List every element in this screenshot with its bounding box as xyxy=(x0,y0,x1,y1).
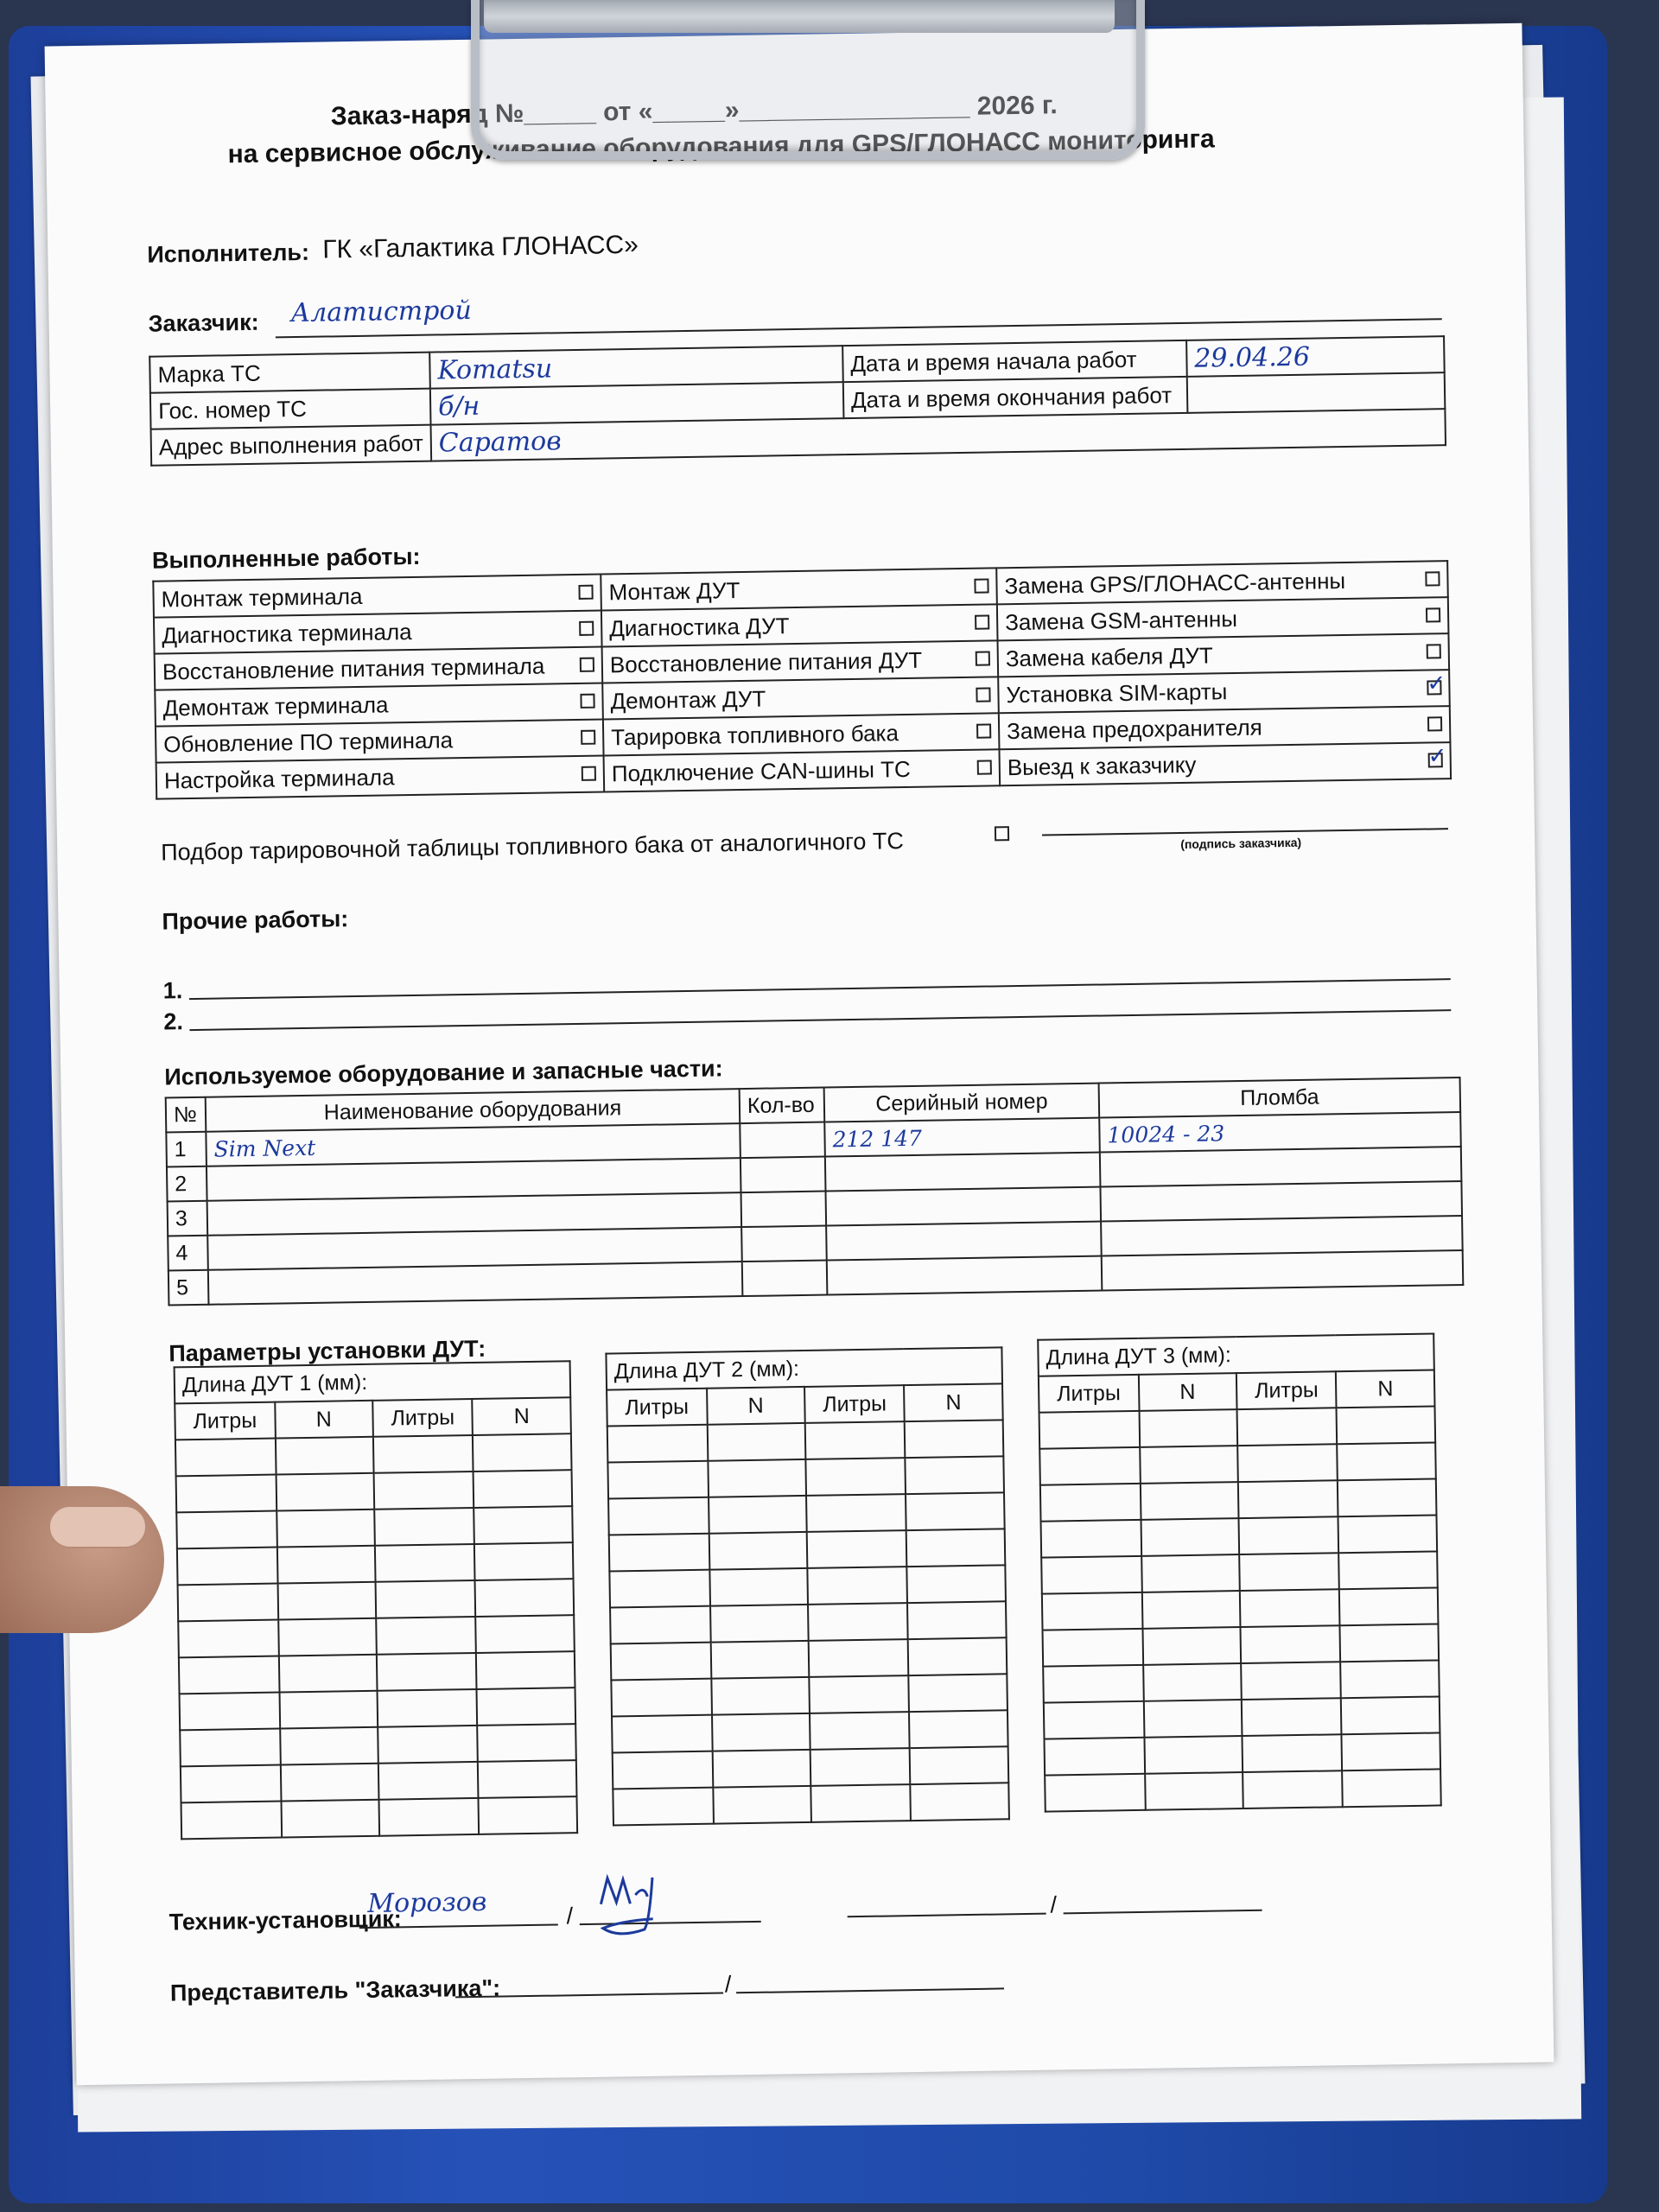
equipment-cell: Sim Next xyxy=(206,1123,741,1166)
dut-cell xyxy=(1338,1478,1436,1516)
table-row xyxy=(176,1506,573,1548)
dut-cell xyxy=(378,1762,479,1800)
work-checkbox[interactable] xyxy=(976,687,990,702)
dut-cell xyxy=(807,1567,907,1605)
table-row xyxy=(1045,1769,1441,1811)
equip-col-name: Наименование оборудования xyxy=(206,1089,741,1132)
equip-col-num: № xyxy=(166,1097,207,1133)
work-item-label: Демонтаж ДУТ xyxy=(610,685,766,714)
dut-col-header: Литры xyxy=(1236,1371,1337,1409)
dut-cell xyxy=(1339,1587,1438,1625)
table-row xyxy=(610,1601,1007,1643)
work-item-label: Замена предохранителя xyxy=(1006,714,1262,744)
work-checkbox[interactable] xyxy=(1425,571,1440,586)
table-row xyxy=(180,1688,576,1730)
dut-col-header: Литры xyxy=(175,1402,275,1440)
equipment-cell: 10024 - 23 xyxy=(1099,1112,1461,1153)
equipment-cell xyxy=(1102,1250,1464,1291)
extra-line-1 xyxy=(848,1913,1046,1918)
brand-label: Марка ТС xyxy=(149,353,430,393)
dut-cell xyxy=(378,1798,479,1836)
equipment-cell xyxy=(741,1192,827,1228)
dut-table-3 xyxy=(1037,1332,1442,1812)
work-checkbox[interactable] xyxy=(580,693,594,708)
table-row xyxy=(611,1674,1007,1716)
table-row xyxy=(1044,1696,1440,1738)
customer-signature-line xyxy=(1042,828,1448,836)
dut-cell xyxy=(375,1544,475,1582)
dut-cell xyxy=(710,1641,809,1679)
dut-cell xyxy=(1039,1411,1140,1449)
customer-handwritten: Алатистрой xyxy=(290,295,473,329)
equipment-cell: 212 147 xyxy=(824,1118,1100,1157)
work-item-label: Замена GSM-антенны xyxy=(1004,605,1238,635)
dut-cell xyxy=(277,1582,376,1620)
dut-cell xyxy=(474,1506,573,1544)
tariff-checkbox[interactable] xyxy=(995,826,1009,841)
dut-cell xyxy=(1042,1592,1142,1630)
dut-col-header: N xyxy=(707,1387,805,1425)
dut-cell xyxy=(1242,1734,1342,1772)
equip-col-seal: Пломба xyxy=(1099,1077,1461,1118)
dut-cell xyxy=(1141,1591,1240,1629)
start-label: Дата и время начала работ xyxy=(842,340,1187,382)
dut-cell xyxy=(476,1651,575,1689)
dut-cell xyxy=(709,1568,808,1606)
dut-cell xyxy=(908,1637,1007,1675)
dut-cell xyxy=(473,1433,571,1471)
equipment-cell xyxy=(208,1262,743,1305)
dut-cell xyxy=(809,1639,909,1677)
dut-cell xyxy=(810,1712,910,1750)
plate-value: б/н xyxy=(437,391,480,422)
dut-cell xyxy=(1041,1520,1141,1558)
dut-cell xyxy=(1240,1625,1340,1663)
dut-cell xyxy=(1141,1554,1240,1592)
table-row xyxy=(1039,1406,1436,1448)
dut-cell xyxy=(709,1496,807,1534)
table-row xyxy=(178,1615,575,1657)
dut-cell xyxy=(910,1746,1008,1784)
clipboard-clip xyxy=(471,0,1145,160)
dut-cell xyxy=(180,1693,280,1731)
representative-label: Представитель "Заказчика": xyxy=(169,1974,501,2006)
signature-caption: (подпись заказчика) xyxy=(1180,835,1302,852)
dut-cell xyxy=(709,1532,807,1570)
table-row xyxy=(1043,1660,1440,1702)
dut-col-header: Литры xyxy=(804,1385,905,1423)
equipment-cell xyxy=(741,1226,827,1262)
dut-cell xyxy=(611,1679,711,1717)
dut-table-title: Длина ДУТ 2 (мм): xyxy=(606,1347,1002,1389)
dut-col-header: N xyxy=(275,1401,373,1439)
dut-cell xyxy=(712,1750,810,1788)
work-item-label: Выезд к заказчику xyxy=(1007,751,1197,780)
dut-cell xyxy=(280,1727,378,1765)
work-item xyxy=(601,604,998,646)
work-item xyxy=(999,742,1451,785)
end-value xyxy=(1187,372,1446,413)
dut-cell xyxy=(1039,1447,1140,1485)
technician-label: Техник-установщик: xyxy=(168,1905,403,1936)
document-title: Заказ-наряд №_____ от «_____»________________ 2026 г. xyxy=(330,91,1058,131)
table-row xyxy=(179,1651,575,1694)
dut-cell xyxy=(613,1788,713,1826)
dut-cell xyxy=(1338,1515,1437,1553)
dut-cell xyxy=(906,1456,1004,1494)
dut-cell xyxy=(911,1783,1009,1821)
dut-cell xyxy=(1342,1732,1440,1770)
work-checkbox[interactable] xyxy=(582,766,596,780)
work-item xyxy=(601,568,997,610)
extra-slash: / xyxy=(1050,1891,1058,1918)
work-checkbox[interactable] xyxy=(578,584,593,599)
dut-cell xyxy=(809,1675,909,1713)
work-item-label: Диагностика терминала xyxy=(162,618,412,649)
dut-cell xyxy=(180,1729,280,1767)
work-item-label: Замена кабеля ДУТ xyxy=(1005,641,1213,671)
dut-cell xyxy=(1237,1408,1338,1446)
dut-cell xyxy=(378,1726,478,1764)
work-item xyxy=(603,713,1000,755)
work-checkbox[interactable] xyxy=(580,657,594,671)
dut-cell xyxy=(1238,1516,1338,1554)
dut-cell xyxy=(475,1579,574,1617)
dut-col-header: N xyxy=(473,1397,571,1435)
table-row xyxy=(1041,1551,1438,1593)
equipment-cell xyxy=(827,1256,1103,1295)
table-row xyxy=(180,1724,576,1766)
dut-cell xyxy=(1143,1700,1242,1738)
dut-cell xyxy=(276,1546,375,1584)
dut-cell xyxy=(1142,1627,1241,1665)
equipment-heading: Используемое оборудование и запасные части: xyxy=(164,1055,723,1090)
equipment-cell xyxy=(825,1187,1101,1226)
dut-cell xyxy=(612,1715,712,1753)
table-row xyxy=(1041,1515,1438,1557)
other-works-item-2: 2. xyxy=(163,1008,184,1035)
works-table xyxy=(152,560,1452,800)
other-works-line-2 xyxy=(189,1009,1451,1031)
dut-cell xyxy=(478,1724,576,1762)
table-row xyxy=(608,1492,1005,1535)
dut-cell xyxy=(707,1423,805,1461)
dut-cell xyxy=(907,1565,1006,1603)
equipment-cell xyxy=(826,1222,1102,1261)
dut-cell xyxy=(609,1570,709,1608)
dut-cell xyxy=(1043,1629,1143,1667)
dut-cell xyxy=(909,1710,1007,1748)
table-row xyxy=(609,1565,1006,1607)
executor-value: ГК «Галактика ГЛОНАСС» xyxy=(322,230,639,264)
dut-cell xyxy=(281,1800,379,1838)
dut-col-header: N xyxy=(1138,1373,1236,1411)
work-checkbox[interactable] xyxy=(976,723,991,738)
work-item-label: Установка SIM-карты xyxy=(1006,677,1228,708)
dut-cell xyxy=(178,1584,278,1622)
dut-heading: Параметры установки ДУТ: xyxy=(168,1335,486,1367)
dut-cell xyxy=(1337,1406,1435,1444)
dut-cell xyxy=(810,1748,911,1786)
table-row xyxy=(181,1760,577,1802)
dut-cell xyxy=(476,1615,575,1653)
dut-cell xyxy=(278,1618,377,1656)
equipment-cell xyxy=(825,1153,1101,1192)
dut-cell xyxy=(1341,1660,1440,1698)
dut-cell xyxy=(807,1530,907,1568)
technician-signature xyxy=(592,1859,697,1956)
dut-cell xyxy=(377,1689,477,1727)
work-item xyxy=(602,640,999,683)
dut-cell xyxy=(279,1691,378,1729)
dut-cell xyxy=(710,1605,809,1643)
end-label: Дата и время окончания работ xyxy=(843,377,1188,418)
brand-value: Komatsu xyxy=(437,353,553,385)
dut-cell xyxy=(374,1508,474,1546)
dut-cell xyxy=(1140,1446,1238,1484)
representative-signature-line xyxy=(736,1987,1004,1993)
dut-cell xyxy=(181,1802,282,1840)
dut-cell xyxy=(1237,1444,1338,1482)
work-checkbox[interactable] xyxy=(1427,716,1442,731)
table-row xyxy=(613,1746,1009,1789)
dut-cell xyxy=(609,1534,709,1572)
table-row xyxy=(1043,1624,1440,1666)
dut-table-title: Длина ДУТ 1 (мм): xyxy=(175,1361,571,1403)
table-row xyxy=(607,1456,1004,1498)
table-row xyxy=(609,1529,1006,1571)
other-works-line-1 xyxy=(189,978,1451,1000)
equipment-cell xyxy=(1101,1216,1463,1256)
table-row xyxy=(178,1579,575,1621)
dut-col-header: Литры xyxy=(372,1399,473,1437)
dut-cell xyxy=(275,1437,373,1475)
table-row xyxy=(1042,1587,1439,1630)
dut-cell xyxy=(479,1796,577,1834)
dut-cell xyxy=(909,1674,1007,1712)
equipment-cell: 3 xyxy=(168,1201,208,1236)
table-row xyxy=(1040,1478,1437,1521)
dut-cell xyxy=(376,1617,476,1655)
dut-col-header: Литры xyxy=(1039,1375,1139,1413)
work-item xyxy=(604,749,1001,791)
dut-cell xyxy=(278,1655,377,1693)
dut-cell xyxy=(1243,1770,1343,1808)
work-item-label: Восстановление питания терминала xyxy=(162,652,545,685)
dut-cell xyxy=(276,1473,374,1511)
equipment-cell xyxy=(742,1261,828,1297)
dut-cell xyxy=(1043,1665,1143,1703)
table-row xyxy=(1044,1732,1440,1775)
executor-label: Исполнитель: xyxy=(147,238,310,268)
dut-cell xyxy=(176,1511,276,1549)
work-checkbox[interactable] xyxy=(975,614,989,629)
dut-cell xyxy=(181,1765,281,1803)
work-checkbox[interactable] xyxy=(1427,680,1441,695)
representative-slash: / xyxy=(724,1971,732,1998)
dut-table-title: Длина ДУТ 3 (мм): xyxy=(1038,1334,1434,1376)
dut-cell xyxy=(474,1542,573,1580)
dut-cell xyxy=(1144,1736,1243,1774)
dut-cell xyxy=(376,1580,476,1618)
dut-cell xyxy=(1145,1772,1243,1810)
dut-cell xyxy=(1143,1663,1242,1701)
dut-cell xyxy=(1240,1589,1340,1627)
tariff-label: Подбор тарировочной таблицы топливного бака от аналогичного ТС xyxy=(161,828,905,866)
dut-cell xyxy=(1238,1480,1338,1518)
dut-cell xyxy=(1340,1624,1439,1662)
dut-cell xyxy=(478,1760,576,1798)
work-item-label: Тарировка топливного бака xyxy=(610,719,899,750)
table-row xyxy=(611,1637,1007,1680)
start-value: 29.04.26 xyxy=(1194,341,1311,374)
work-item-label: Монтаж терминала xyxy=(161,582,363,613)
work-checkbox[interactable] xyxy=(581,729,595,744)
dut-cell xyxy=(808,1603,908,1641)
dut-cell xyxy=(178,1620,278,1658)
dut-cell xyxy=(711,1677,810,1715)
dut-cell xyxy=(810,1784,911,1822)
dut-cell xyxy=(373,1435,474,1473)
equipment-cell: 4 xyxy=(168,1236,208,1271)
dut-cell xyxy=(607,1425,708,1463)
plate-label: Гос. номер ТС xyxy=(150,389,431,429)
work-item xyxy=(602,677,999,719)
dut-cell xyxy=(805,1458,906,1496)
work-item-label: Настройка терминала xyxy=(163,763,395,794)
thumbnail xyxy=(48,1505,147,1548)
address-value: Саратов xyxy=(438,425,562,458)
other-works-heading: Прочие работы: xyxy=(162,906,349,935)
dut-cell xyxy=(1045,1774,1145,1812)
dut-cell xyxy=(708,1459,806,1497)
dut-cell xyxy=(1338,1442,1436,1480)
dut-cell xyxy=(1341,1696,1440,1734)
equip-col-serial: Серийный номер xyxy=(824,1084,1100,1122)
dut-cell xyxy=(1241,1662,1341,1700)
dut-cell xyxy=(176,1475,276,1513)
dut-cell xyxy=(477,1688,575,1726)
dut-cell xyxy=(1044,1701,1144,1739)
technician-slash: / xyxy=(566,1903,574,1929)
work-item-label: Монтаж ДУТ xyxy=(608,576,741,605)
dut-cell xyxy=(1343,1769,1441,1807)
dut-cell xyxy=(1239,1553,1339,1591)
dut-cell xyxy=(610,1606,710,1644)
dut-cell xyxy=(1040,1484,1141,1522)
table-row xyxy=(607,1420,1004,1462)
table-row xyxy=(175,1433,572,1476)
work-item-label: Подключение CAN-шины ТС xyxy=(611,755,912,786)
dut-cell xyxy=(374,1471,474,1510)
dut-cell xyxy=(611,1643,711,1681)
table-row xyxy=(181,1796,578,1839)
dut-cell xyxy=(175,1439,276,1477)
work-item-label: Диагностика ДУТ xyxy=(608,612,790,641)
table-row xyxy=(177,1542,574,1585)
extra-line-2 xyxy=(1064,1910,1262,1915)
dut-cell xyxy=(607,1461,708,1499)
dut-cell xyxy=(276,1510,375,1548)
dut-cell xyxy=(713,1786,811,1824)
dut-cell xyxy=(1242,1698,1342,1736)
dut-cell xyxy=(1140,1482,1238,1520)
dut-cell xyxy=(806,1494,906,1532)
dut-col-header: N xyxy=(905,1383,1003,1421)
other-works-item-1: 1. xyxy=(162,977,183,1004)
work-checkbox[interactable] xyxy=(1426,607,1440,622)
address-label: Адрес выполнения работ xyxy=(151,425,432,466)
dut-table-2 xyxy=(605,1346,1010,1826)
dut-col-header: N xyxy=(1336,1370,1434,1408)
dut-cell xyxy=(711,1713,810,1751)
equipment-cell: 2 xyxy=(167,1166,207,1202)
work-order-sheet xyxy=(45,23,1554,2086)
work-checkbox[interactable] xyxy=(579,620,594,635)
equipment-cell xyxy=(1100,1181,1462,1222)
dut-cell xyxy=(1139,1409,1237,1447)
work-checkbox[interactable] xyxy=(976,651,990,665)
equipment-cell: 1 xyxy=(166,1132,207,1167)
dut-cell xyxy=(805,1421,906,1459)
table-row xyxy=(1039,1442,1436,1484)
dut-cell xyxy=(179,1656,279,1694)
dut-cell xyxy=(613,1751,713,1789)
dut-cell xyxy=(905,1420,1003,1458)
dut-cell xyxy=(608,1497,709,1535)
work-checkbox[interactable] xyxy=(1427,644,1441,658)
work-item-label: Восстановление питания ДУТ xyxy=(609,646,923,677)
equip-col-qty: Кол-во xyxy=(740,1088,825,1124)
dut-cell xyxy=(474,1470,572,1508)
dut-cell xyxy=(177,1548,277,1586)
dut-cell xyxy=(1044,1738,1144,1776)
dut-cell xyxy=(1041,1556,1141,1594)
vehicle-table xyxy=(149,335,1446,467)
work-item-label: Обновление ПО терминала xyxy=(163,726,454,758)
dut-cell xyxy=(906,1529,1005,1567)
dut-cell xyxy=(1141,1518,1239,1556)
equipment-cell xyxy=(1100,1147,1462,1187)
works-heading: Выполненные работы: xyxy=(151,543,421,574)
work-item xyxy=(156,756,605,799)
work-checkbox[interactable] xyxy=(977,760,992,774)
table-row xyxy=(613,1783,1009,1825)
dut-cell xyxy=(907,1601,1006,1639)
table-row xyxy=(176,1470,573,1512)
dut-cell xyxy=(906,1492,1004,1530)
technician-name-handwritten: Морозов xyxy=(367,1886,487,1919)
equipment-cell: 5 xyxy=(168,1270,209,1306)
dut-cell xyxy=(280,1764,378,1802)
dut-cell xyxy=(377,1653,477,1691)
work-checkbox[interactable] xyxy=(974,578,988,593)
work-checkbox[interactable] xyxy=(1428,753,1443,767)
work-item-label: Замена GPS/ГЛОНАСС-антенны xyxy=(1004,567,1346,599)
customer-label: Заказчик: xyxy=(148,308,259,337)
dut-cell xyxy=(1339,1551,1438,1589)
dut-table-1 xyxy=(174,1360,579,1840)
equipment-cell xyxy=(740,1122,825,1159)
work-item-label: Демонтаж терминала xyxy=(162,690,389,721)
table-row xyxy=(612,1710,1008,1752)
equipment-table xyxy=(165,1077,1465,1306)
equipment-cell xyxy=(741,1157,826,1193)
dut-col-header: Литры xyxy=(607,1389,707,1427)
document-subtitle: на сервисное обслуживание оборудования для GPS/ГЛОНАСС мониторинга xyxy=(227,124,1215,169)
